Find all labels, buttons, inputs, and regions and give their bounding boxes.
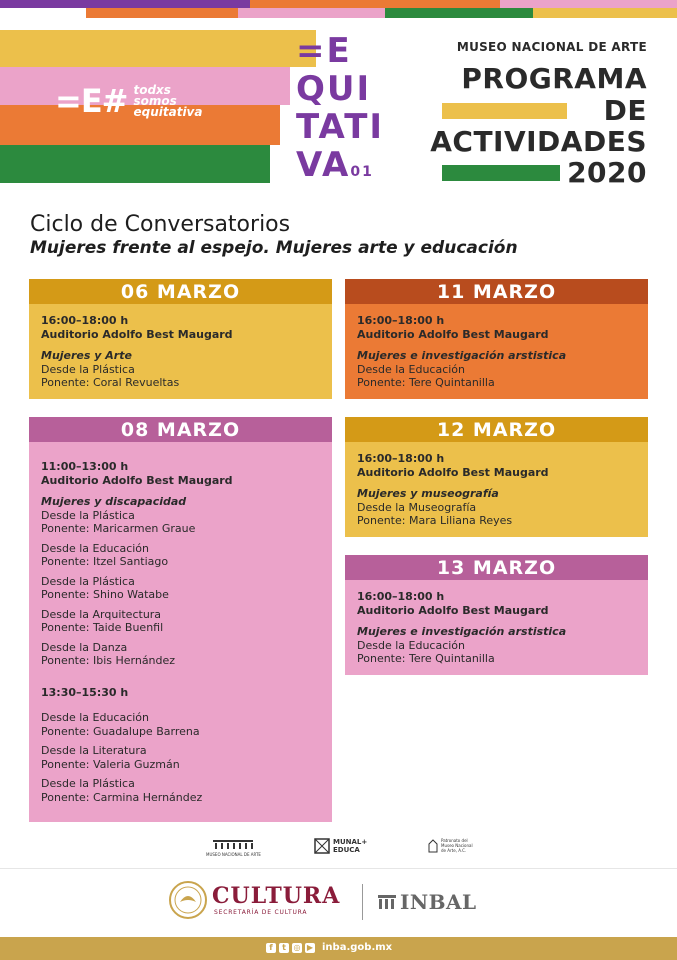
facebook-icon[interactable]: f: [266, 943, 276, 953]
card-topic: Mujeres e investigación arstistica: [357, 349, 567, 362]
card-date: 06 MARZO: [29, 279, 332, 304]
page-title: Ciclo de Conversatorios: [30, 212, 291, 237]
list-item: Desde la Literatura: [41, 744, 147, 757]
social-links: [266, 942, 392, 953]
program-line-1: PROGRAMA: [461, 62, 647, 95]
temple-icon: [428, 839, 438, 853]
program-line-3: ACTIVIDADES: [430, 125, 647, 158]
card-ponente: Ponente: Tere Quintanilla: [357, 376, 495, 389]
equi-number: 01: [350, 164, 374, 180]
card-desde: Desde la Plástica: [41, 362, 135, 376]
card-11-marzo: [345, 279, 648, 399]
card-venue: Auditorio Adolfo Best Maugard: [41, 473, 233, 487]
list-item: Ponente: Taide Buenfil: [41, 621, 164, 634]
card-date: 08 MARZO: [29, 417, 332, 442]
list-item: Desde la Arquitectura: [41, 607, 162, 621]
list-item: Desde la Plástica: [41, 777, 135, 790]
card-topic: Mujeres e investigación arstistica: [357, 625, 567, 638]
top-stripe-orange-2: [86, 8, 238, 18]
top-stripe-green-2: [385, 8, 533, 18]
equitativa-logo: [296, 32, 384, 191]
card-venue: Auditorio Adolfo Best Maugard: [41, 327, 233, 341]
munal-logo: MUSEO NACIONAL DE ARTE: [206, 838, 261, 857]
equi-line-3: TATI: [296, 107, 385, 147]
top-stripe-pink: [500, 0, 677, 8]
program-bar-green: [442, 165, 560, 181]
header-stripe-yellow: [0, 30, 316, 67]
card-time-2: 13:30–15:30 h: [41, 685, 129, 699]
equi-line-2: QUI: [296, 69, 372, 109]
footer-divider: [0, 868, 677, 869]
card-topic: Mujeres y museografía: [357, 487, 499, 500]
patronato-logo: Patronato del Museo Nacional de Arte, A.C.: [428, 838, 473, 853]
card-ponente: Ponente: Mara Liliana Reyes: [357, 514, 513, 527]
list-item: Desde la Educación: [41, 711, 150, 724]
card-time: 16:00–18:00 h: [357, 590, 445, 603]
card-08-marzo: [29, 417, 332, 822]
list-item: Desde la Danza: [41, 640, 128, 654]
card-13-marzo: [345, 555, 648, 675]
top-stripe-yellow-2: [533, 8, 677, 18]
top-stripe-pink-2: [238, 8, 385, 18]
program-bar-yellow: [442, 103, 567, 119]
page-subtitle: Mujeres frente al espejo. Mujeres arte y educación: [30, 238, 518, 258]
header-stripe-green: [0, 145, 270, 183]
youtube-icon[interactable]: ▶: [306, 942, 314, 952]
list-item: Ponente: Maricarmen Graue: [41, 522, 196, 535]
card-desde: Desde la Educación: [357, 362, 466, 376]
inbal-building-icon: [378, 894, 396, 910]
list-item: Desde la Plástica: [41, 574, 135, 588]
program-year: 2020: [567, 156, 647, 189]
hashtag-logo: [55, 82, 202, 120]
card-venue: Auditorio Adolfo Best Maugard: [357, 603, 549, 617]
grid-icon: [314, 838, 330, 854]
card-desde: Desde la Educación: [357, 638, 466, 652]
card-venue: Auditorio Adolfo Best Maugard: [357, 327, 549, 341]
card-ponente: Ponente: Tere Quintanilla: [357, 652, 495, 665]
twitter-icon[interactable]: t: [279, 943, 289, 953]
list-item: Ponente: Carmina Hernández: [41, 790, 203, 804]
program-line-2: DE: [603, 94, 647, 127]
card-date: 12 MARZO: [345, 417, 648, 442]
card-date: 13 MARZO: [345, 555, 648, 580]
list-item: Desde la Educación: [41, 541, 150, 555]
top-stripe-orange: [250, 0, 500, 8]
museum-name: MUSEO NACIONAL DE ARTE: [456, 40, 647, 54]
list-item: Ponente: Itzel Santiago: [41, 555, 169, 568]
card-12-marzo: [345, 417, 648, 537]
card-time: 16:00–18:00 h: [357, 314, 445, 327]
website-link[interactable]: inba.gob.mx: [322, 942, 393, 953]
hashtag-text: todxs somos equitativa: [133, 82, 203, 119]
card-desde: Desde la Museografía: [357, 500, 477, 514]
card-time: 16:00–18:00 h: [41, 314, 129, 327]
munal-educa-logo: MUNAL+ EDUCA: [314, 838, 367, 854]
museum-building-icon: [211, 838, 255, 850]
cultura-subtitle: SECRETARÍA DE CULTURA: [214, 909, 308, 916]
top-stripe-purple: [0, 0, 250, 8]
card-06-marzo: [29, 279, 332, 399]
equi-line-1: =E: [296, 31, 352, 71]
inbal-logo: INBAL: [400, 890, 477, 914]
card-venue: Auditorio Adolfo Best Maugard: [357, 465, 549, 479]
logo-separator: [362, 884, 363, 920]
list-item: Ponente: Guadalupe Barrena: [41, 724, 200, 738]
list-item: Ponente: Shino Watabe: [41, 588, 169, 601]
cultura-logo: CULTURA: [212, 883, 341, 909]
card-time: 16:00–18:00 h: [357, 452, 445, 465]
list-item: Desde la Plástica: [41, 508, 135, 522]
card-ponente: Ponente: Coral Revueltas: [41, 376, 180, 389]
list-item: Ponente: Valeria Guzmán: [41, 757, 180, 771]
list-item: Ponente: Ibis Hernández: [41, 654, 176, 667]
card-topic: Mujeres y discapacidad: [41, 495, 187, 508]
eagle-seal-icon: [168, 880, 208, 920]
card-topic: Mujeres y Arte: [41, 349, 132, 362]
equi-line-4: VA01: [296, 145, 374, 185]
card-date: 11 MARZO: [345, 279, 648, 304]
instagram-icon[interactable]: ◎: [293, 942, 301, 952]
hashtag-symbol: =E#: [55, 82, 128, 120]
card-time: 11:00–13:00 h: [41, 460, 129, 473]
